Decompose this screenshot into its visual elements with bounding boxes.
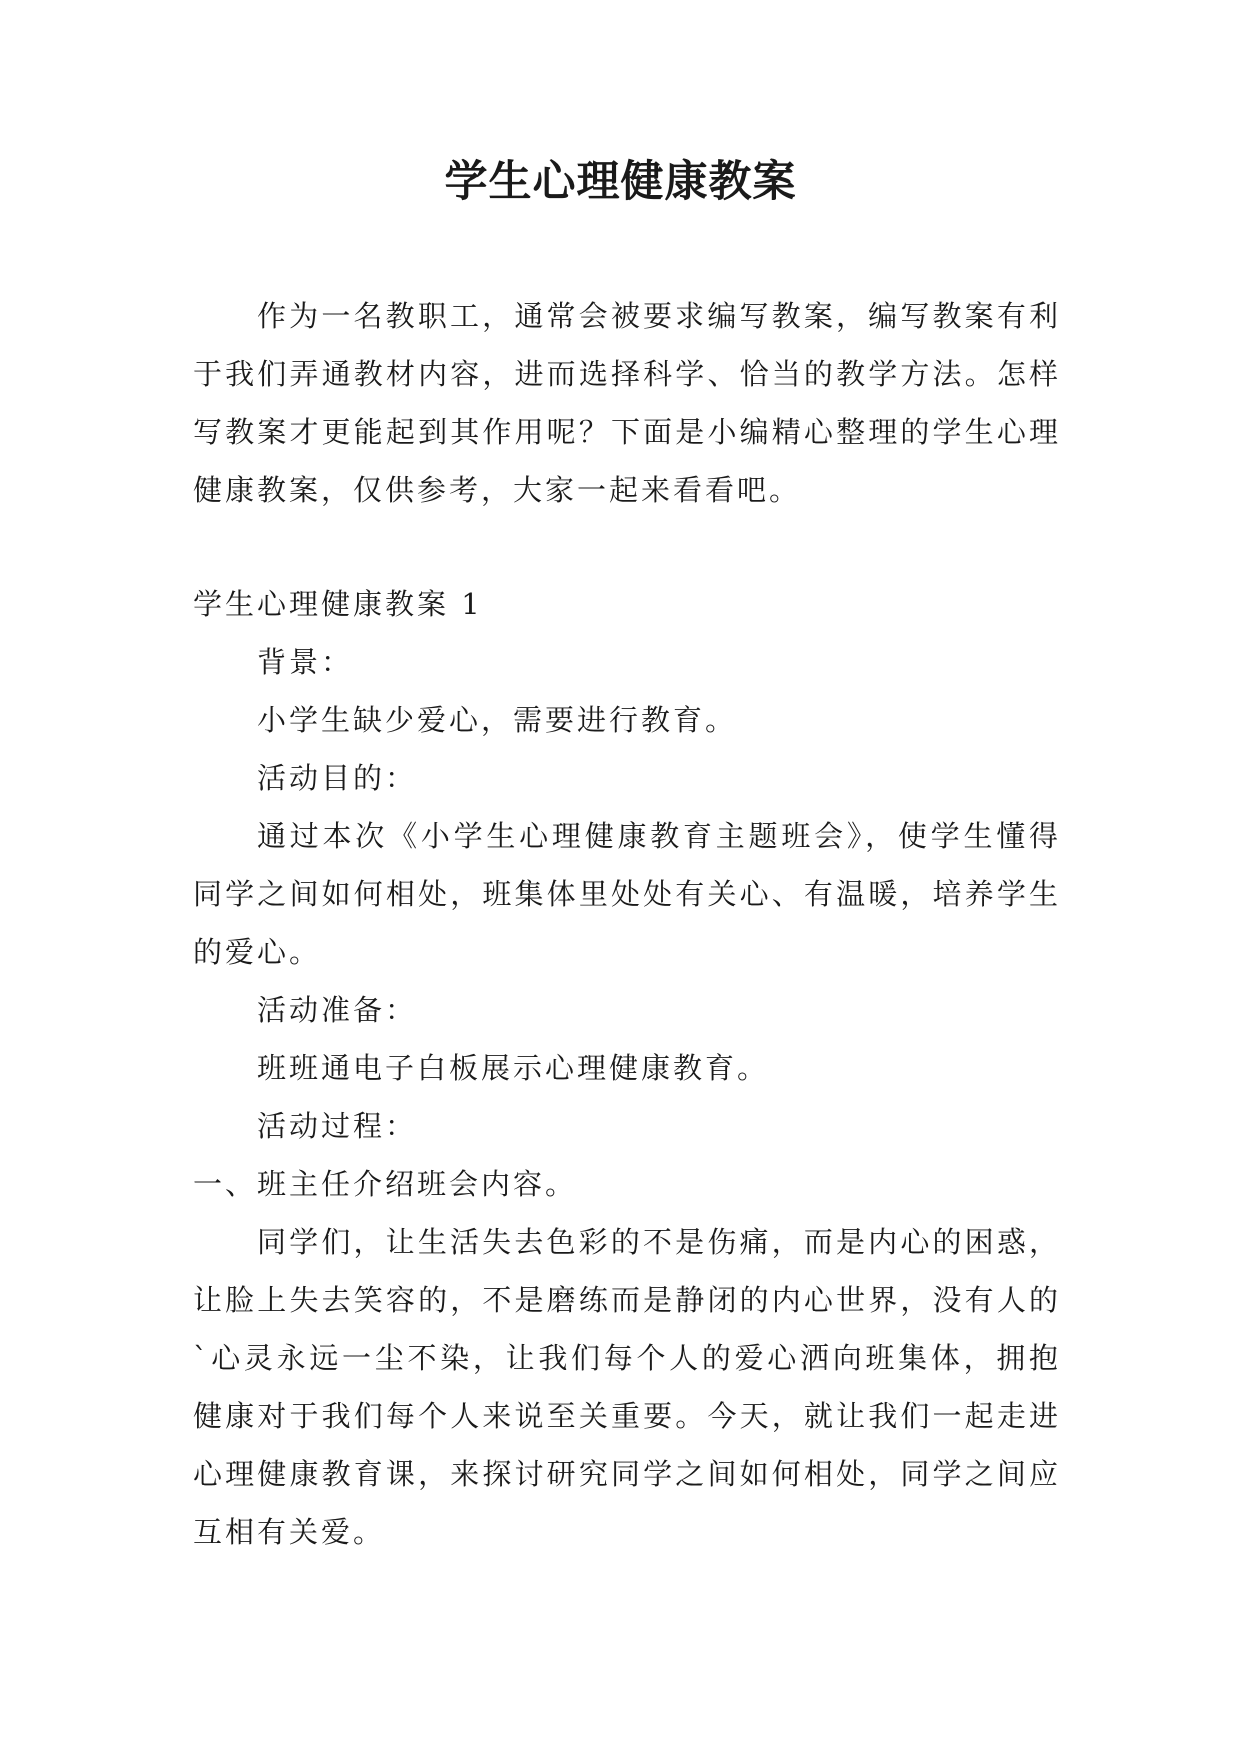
background-text: 小学生缺少爱心，需要进行教育。	[257, 703, 738, 737]
process-label: 活动过程：	[257, 1109, 418, 1143]
document-body	[193, 287, 1061, 1561]
goal-text: 通过本次《小学生心理健康教育主题班会》，使学生懂得同学之间如何相处，班集体里处处有关心、有温暖，培养学生的爱心。	[193, 819, 1061, 969]
step-one-heading: 一、班主任介绍班会内容。	[193, 1167, 578, 1201]
prep-label: 活动准备：	[257, 993, 418, 1027]
prep-text: 班班通电子白板展示心理健康教育。	[257, 1051, 770, 1085]
document-title: 学生心理健康教案	[444, 157, 797, 207]
section-heading: 学生心理健康教案 1	[193, 587, 483, 621]
step-one-paragraph: 同学们，让生活失去色彩的不是伤痛，而是内心的困惑，让脸上失去笑容的，不是磨练而是静闭的内心世界，没有人的`心灵永远一尘不染，让我们每个人的爱心洒向班集体，拥抱健康对于我们每个人来说至关重要。今天，就让我们一起走进心理健康教育课，来探讨研究同学之间如何相处，同学之间应互相有关爱。	[193, 1225, 1061, 1549]
background-label: 背景：	[257, 645, 354, 679]
goal-label: 活动目的：	[257, 761, 418, 795]
intro-paragraph: 作为一名教职工，通常会被要求编写教案，编写教案有利于我们弄通教材内容，进而选择科学、恰当的教学方法。怎样写教案才更能起到其作用呢？下面是小编精心整理的学生心理健康教案，仅供参考，大家一起来看看吧。	[193, 299, 1061, 507]
